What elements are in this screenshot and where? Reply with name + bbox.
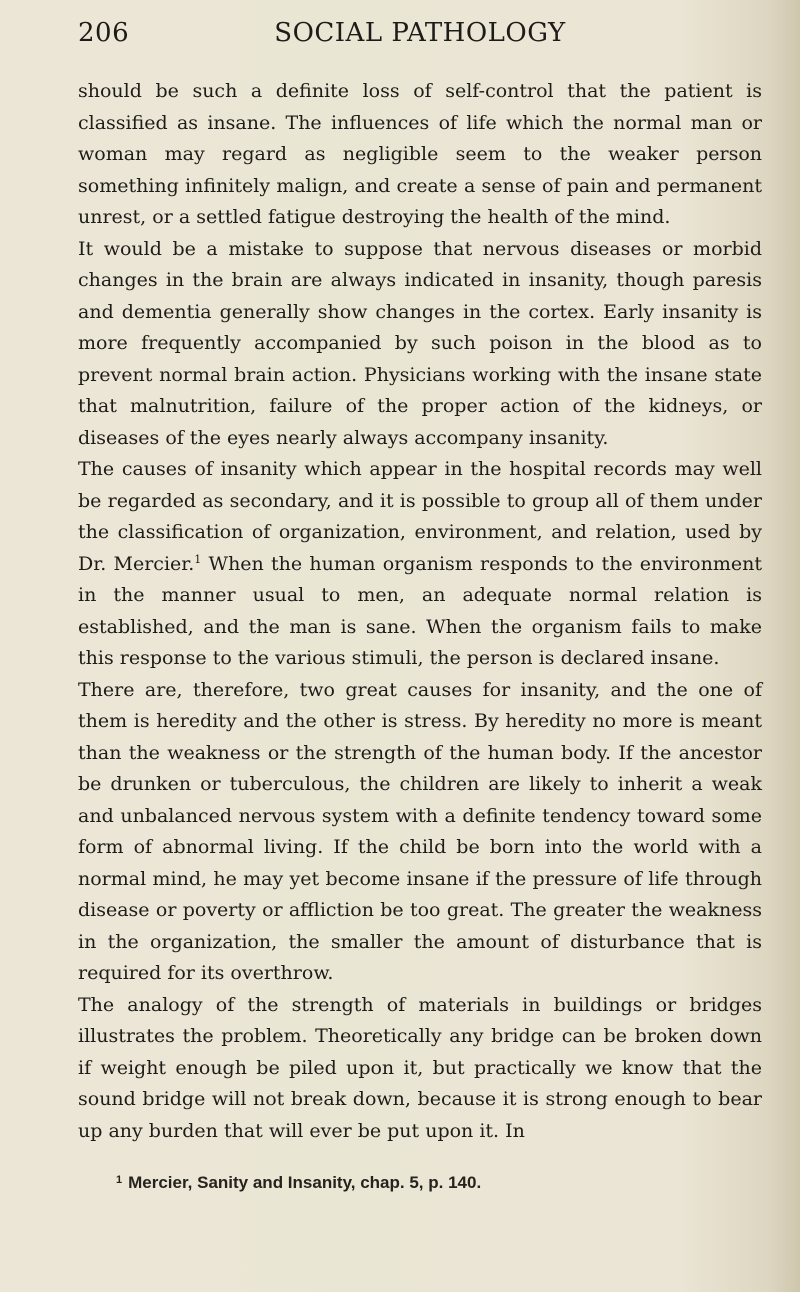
paragraph-3-text-a: The causes of insanity which appear in the hospital records may well be regarded as secondary, and it is possible to group all of them under the classification of organization, environment, and relation, used by Dr. Mercier. — [78, 458, 762, 575]
paragraph-1: should be such a definite loss of self-control that the patient is classified as insane. The influences of life which the normal man or woman may regard as negligible seem to the weaker person something infinitely malign, and create a sense of pain and permanent unrest, or a settled fatigue destroying the health of the mind. — [78, 80, 762, 228]
body-text — [78, 76, 762, 1147]
paragraph-3 — [78, 454, 762, 675]
footnote-reference: 1 — [194, 552, 202, 566]
footnote-text: Mercier, Sanity and Insanity, chap. 5, p. 140. — [128, 1173, 482, 1192]
footnote-mark: 1 — [116, 1174, 123, 1186]
paragraph-5: The analogy of the strength of materials in buildings or bridges illustrates the problem. Theoretically any bridge can be broken down if weight enough be piled upon it, but practically we know that the sound bridge will not break down, because it is strong enough to bear up any burden that will ever be put upon it. In — [78, 993, 762, 1142]
paragraph-4: There are, therefore, two great causes for insanity, and the one of them is heredity and the other is stress. By heredity no more is meant than the weakness or the strength of the human body. If the ancestor be drunken or tuberculous, the children are likely to inherit a weak and unbalanced nervous system with a definite tendency toward some form of abnormal living. If the child be born into the world with a normal mind, he may yet become insane if the pressure of life through disease or poverty or affliction be too great. The greater the weakness in the organization, the smaller the amount of disturbance that is required for its overthrow. — [78, 678, 762, 984]
paragraph-2: It would be a mistake to suppose that nervous diseases or morbid changes in the brain are always indicated in insanity, though paresis and dementia generally show changes in the cortex. Early insanity is more frequently accompanied by such poison in the blood as to prevent normal brain action. Physicians working with the insane state that malnutrition, failure of the proper action of the kidneys, or diseases of the eyes nearly always accompany insanity. — [78, 237, 762, 449]
paragraph-3-text-b: When the human organism responds to the environment in the manner usual to men, an adequate normal relation is established, and the man is sane. When the organism fails to make this response to the various stimuli, the person is declared insane. — [78, 552, 762, 669]
footnote — [116, 1169, 762, 1194]
running-head: SOCIAL PATHOLOGY — [274, 18, 566, 48]
page-header — [78, 18, 762, 58]
page-number: 206 — [78, 18, 130, 48]
